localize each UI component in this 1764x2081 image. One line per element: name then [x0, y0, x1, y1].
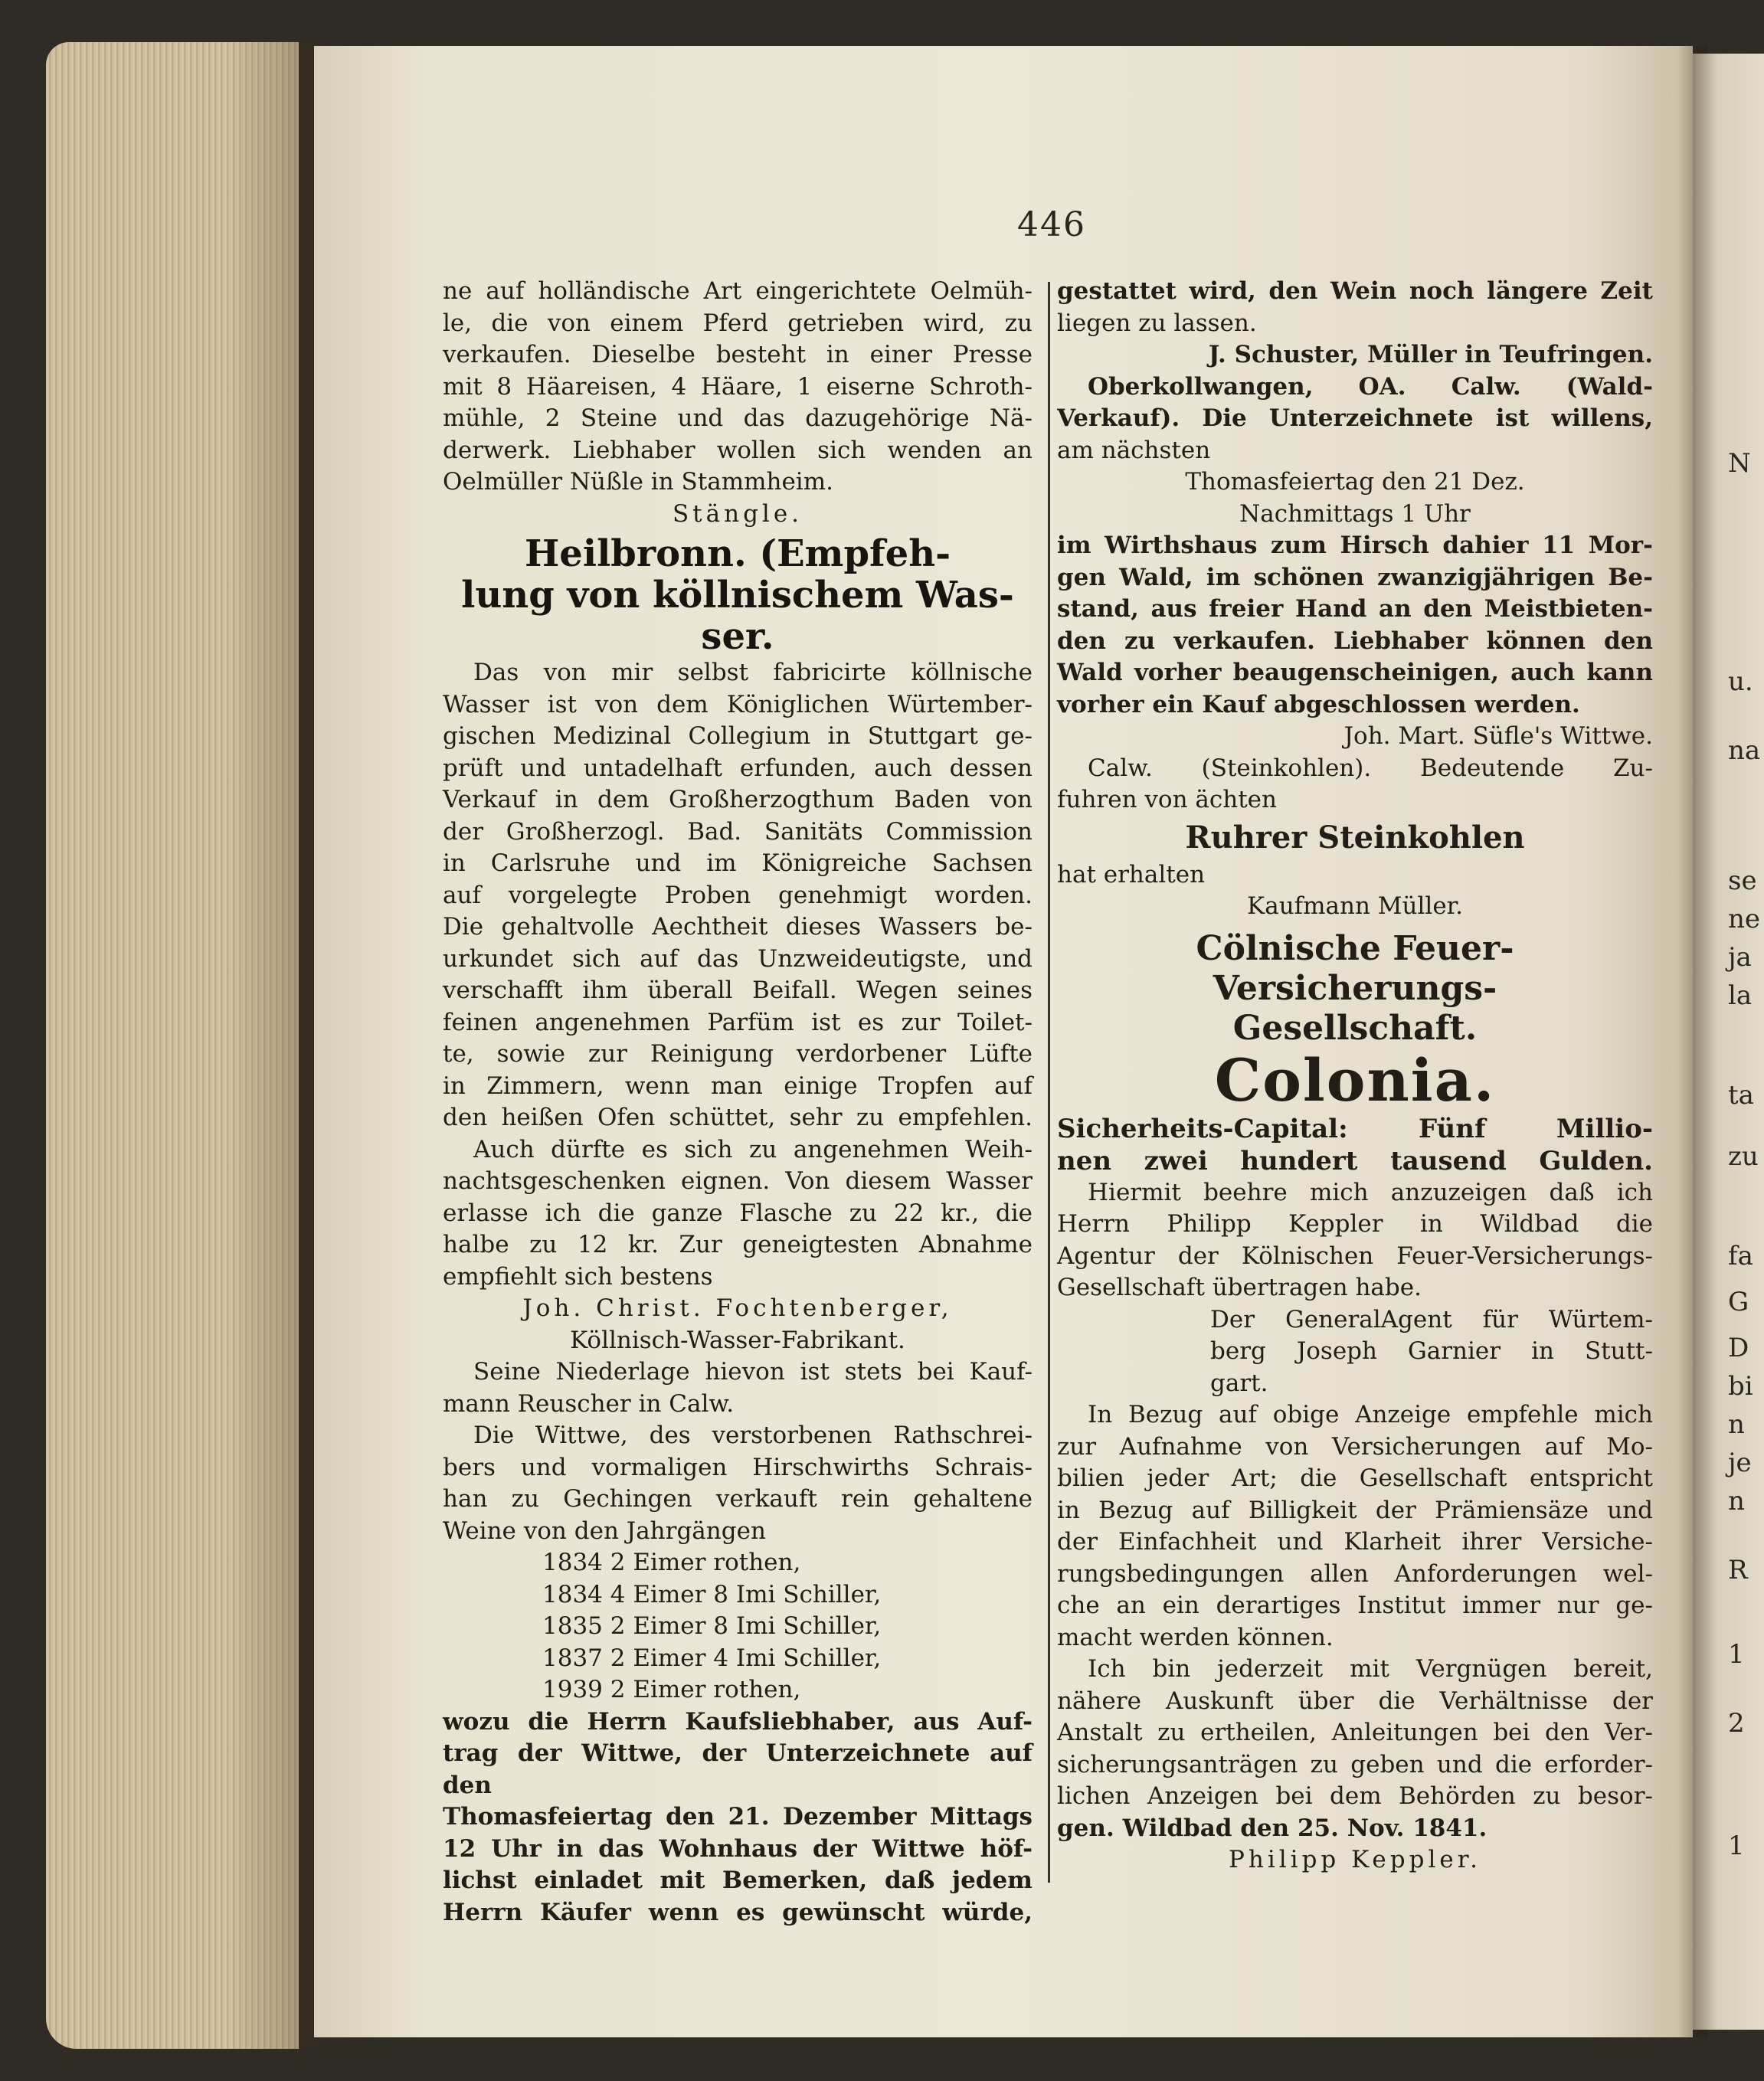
text-line: am nächsten [1057, 436, 1211, 464]
facing-page-fragment-text: G [1728, 1287, 1749, 1317]
facing-page-fragment-text: se [1728, 865, 1757, 896]
text-line: empfiehlt sich bestens [443, 1262, 713, 1291]
left-column [443, 276, 1033, 1929]
facing-page-fragment-text: na [1728, 735, 1761, 766]
ad-heading: lung von köllnischem Was- [461, 574, 1014, 617]
facing-page-fragment-text: bi [1728, 1371, 1753, 1402]
text-line: zur Aufnahme von Versicherungen auf Mo- [1057, 1432, 1653, 1461]
text-line: in Zimmern, wenn man einige Tropfen auf [443, 1072, 1033, 1100]
facing-page-fragment-text: zu [1728, 1141, 1759, 1172]
signature: Joh. Mart. Süfle's Wittwe. [1343, 722, 1653, 750]
facing-page-fragment-text: ta [1728, 1080, 1754, 1111]
wine-list-item: 1837 2 Eimer 4 Imi Schiller, [542, 1644, 882, 1672]
signature: Stängle. [672, 499, 803, 528]
text-line: Herrn Käufer wenn es gewünscht würde, [443, 1898, 1033, 1926]
facing-page-fragment-text: la [1728, 980, 1753, 1011]
text-line: verschafft ihm überall Beifall. Wegen seines [443, 977, 1033, 1004]
text-line: verkaufen. Dieselbe besteht in einer Presse [443, 341, 1033, 368]
facing-page-fragment-text: 1 [1728, 1639, 1745, 1670]
capital-line: nen zwei hundert tausend Gulden. [1057, 1145, 1653, 1176]
text-line: liegen zu lassen. [1057, 309, 1257, 337]
text-line: Verkauf in dem Großherzogthum Baden von [443, 786, 1033, 813]
text-line: Hiermit beehre mich anzuzeigen daß ich [1088, 1178, 1653, 1206]
facing-page-fragment-text: D [1728, 1333, 1749, 1363]
facing-page-fragment-text: 1 [1728, 1831, 1745, 1861]
text-line: le, die von einem Pferd getrieben wird, zu [443, 309, 1033, 337]
text-line: Die gehaltvolle Aechtheit dieses Wassers be- [443, 913, 1033, 941]
signature: Kaufmann Müller. [1247, 892, 1463, 920]
text-line: lichen Anzeigen bei dem Behörden zu besor- [1057, 1782, 1653, 1810]
text-line: den heißen Ofen schüttet, sehr zu empfehlen. [443, 1104, 1033, 1131]
facing-page-fragment-text: n [1728, 1486, 1745, 1517]
text-line: gestattet wird, den Wein noch längere Zeit [1057, 277, 1653, 305]
right-column [1057, 276, 1653, 1876]
text-line: wozu die Herrn Kaufsliebhaber, aus Auf- [443, 1707, 1033, 1736]
text-line: halbe zu 12 kr. Zur geneigtesten Abnahme [443, 1231, 1033, 1258]
text-line: rungsbedingungen allen Anforderungen wel- [1057, 1559, 1653, 1588]
text-line: der Großherzogl. Bad. Sanitäts Commission [443, 817, 1033, 846]
signature: J. Schuster, Müller in Teufringen. [1208, 341, 1653, 368]
text-line: erlasse ich die ganze Flasche zu 22 kr., die [443, 1199, 1033, 1227]
text-line: macht werden können. [1057, 1623, 1334, 1651]
text-line: Weine von den Jahrgängen [443, 1517, 766, 1545]
text-line: den zu verkaufen. Liebhaber können den [1057, 627, 1653, 655]
wine-list-item: 1834 2 Eimer rothen, [542, 1549, 801, 1576]
text-line: Thomasfeiertag den 21. Dezember Mittags [443, 1803, 1033, 1831]
text-line: Wasser ist von dem Königlichen Würtember- [443, 690, 1033, 718]
text-line: mann Reuscher in Calw. [443, 1389, 735, 1418]
agent-line: berg Joseph Garnier in Stutt- [1210, 1337, 1653, 1365]
text-line: feinen angenehmen Parfüm ist es zur Toilet- [443, 1008, 1033, 1036]
facing-page-fragment [1693, 54, 1764, 2030]
text-line: stand, aus freier Hand an den Meistbieten- [1057, 595, 1653, 623]
text-line: in Carlsruhe und im Königreiche Sachsen [443, 849, 1033, 877]
text-line: bers und vormaligen Hirschwirths Schrais- [443, 1453, 1033, 1481]
text-line: Calw. (Steinkohlen). Bedeutende Zu- [1088, 754, 1653, 782]
signature-title: Köllnisch-Wasser-Fabrikant. [570, 1326, 905, 1354]
text-line: mühle, 2 Steine und das dazugehörige Nä- [443, 404, 1033, 432]
text-line: Wald vorher beaugenscheinigen, auch kann [1057, 659, 1653, 686]
oil-mill-ad [443, 276, 1033, 530]
wine-list-item: 1835 2 Eimer 8 Imi Schiller, [542, 1612, 882, 1640]
capital-line: Sicherheits-Capital: Fünf Millio- [1057, 1113, 1653, 1144]
facing-page-fragment-text: ne [1728, 904, 1761, 934]
facing-page-fragment-text: N [1728, 448, 1751, 479]
text-line: in Bezug auf Billigkeit der Prämiensäze und [1057, 1496, 1653, 1524]
wine-list-item: 1834 4 Eimer 8 Imi Schiller, [542, 1580, 882, 1608]
page-number: 446 [1017, 205, 1086, 244]
text-line: che an ein derartiges Institut immer nur ge- [1057, 1592, 1653, 1619]
text-line: nachtsgeschenken eignen. Von diesem Wasser [443, 1167, 1033, 1195]
text-line: fuhren von ächten [1057, 786, 1277, 813]
text-line: vorher ein Kauf abgeschlossen werden. [1057, 690, 1580, 718]
text-line: gen Wald, im schönen zwanzigjährigen Be- [1057, 563, 1653, 591]
text-line: Seine Niederlage hievon ist stets bei Kauf- [473, 1358, 1033, 1386]
text-line: urkundet sich auf das Unzweideutigste, und [443, 944, 1033, 973]
text-line: hat erhalten [1057, 860, 1206, 888]
wine-list-item: 1939 2 Eimer rothen, [542, 1676, 801, 1703]
wine-sale-continuation [1057, 276, 1653, 371]
text-line: Herrn Philipp Keppler in Wildbad die [1057, 1210, 1653, 1238]
text-line: Agentur der Kölnischen Feuer-Versicherungs- [1057, 1242, 1653, 1270]
text-line: Oelmüller Nüßle in Stammheim. [443, 468, 833, 496]
text-line: In Bezug auf obige Anzeige empfehle mich [1088, 1401, 1653, 1428]
coal-heading: Ruhrer Steinkohlen [1185, 819, 1525, 856]
text-line: Oberkollwangen, OA. Calw. (Wald- [1088, 372, 1653, 401]
ad-heading: ser. [701, 615, 774, 658]
text-line: mit 8 Häareisen, 4 Häare, 1 eiserne Schroth- [443, 372, 1033, 401]
coal-ad [1057, 753, 1653, 923]
facing-page-fragment-text: u. [1728, 666, 1753, 697]
facing-page-fragment-text: ja [1728, 942, 1752, 973]
facing-page-fragment-text: 2 [1728, 1708, 1745, 1739]
text-line: trag der Wittwe, der Unterzeichnete auf den [443, 1739, 1033, 1799]
text-line: ne auf holländische Art eingerichtete Oelmüh- [443, 277, 1033, 305]
text-line: gen. Wildbad den 25. Nov. 1841. [1057, 1814, 1487, 1842]
forest-sale-ad [1057, 371, 1653, 753]
text-line: auf vorgelegte Proben genehmigt worden. [443, 881, 1033, 909]
text-line: der Einfachheit und Klarheit ihrer Versiche- [1057, 1528, 1653, 1556]
ad-heading: Heilbronn. (Empfeh- [524, 532, 951, 575]
cologne-water-ad [443, 533, 1033, 1420]
time-line: Nachmittags 1 Uhr [1239, 499, 1471, 528]
text-line: 12 Uhr in das Wohnhaus der Wittwe höf- [443, 1834, 1033, 1863]
column-divider [1048, 282, 1050, 1883]
wine-sale-ad [443, 1420, 1033, 1929]
text-line: Auch dürfte es sich zu angenehmen Weih- [473, 1135, 1033, 1163]
colonia-heading: Colonia. [1214, 1045, 1496, 1114]
agent-line: gart. [1210, 1369, 1268, 1397]
text-line: im Wirthshaus zum Hirsch dahier 11 Mor- [1057, 532, 1653, 559]
text-line: nähere Auskunft über die Verhältnisse der [1057, 1687, 1653, 1715]
facing-page-fragment-text: je [1728, 1448, 1752, 1478]
signature: Joh. Christ. Fochtenberger, [522, 1294, 953, 1322]
binding-shadow [230, 42, 322, 2049]
insurance-heading: Gesellschaft. [1232, 1008, 1478, 1048]
date-line: Thomasfeiertag den 21 Dez. [1185, 468, 1525, 496]
text-line: han zu Gechingen verkauft rein gehaltene [443, 1485, 1033, 1513]
agent-line: Der GeneralAgent für Würtem- [1210, 1305, 1653, 1333]
facing-page-fragment-text: n [1728, 1409, 1745, 1440]
text-line: Verkauf). Die Unterzeichnete ist willens, [1057, 404, 1653, 432]
text-line: Das von mir selbst fabricirte köllnische [473, 659, 1033, 686]
text-line: sicherungsanträgen zu geben und die erforder- [1057, 1750, 1653, 1778]
text-line: Ich bin jederzeit mit Vergnügen bereit, [1088, 1655, 1653, 1683]
text-line: lichst einladet mit Bemerken, daß jedem [443, 1867, 1033, 1894]
signature: Philipp Keppler. [1229, 1846, 1481, 1873]
text-line: derwerk. Liebhaber wollen sich wenden an [443, 436, 1033, 464]
text-line: gischen Medizinal Collegium in Stuttgart ge- [443, 722, 1033, 750]
text-line: te, sowie zur Reinigung verdorbener Lüfte [443, 1040, 1033, 1068]
text-line: Die Wittwe, des verstorbenen Rathschrei- [473, 1422, 1033, 1449]
facing-page-fragment-text: R [1728, 1555, 1748, 1585]
facing-page-fragment-text: fa [1728, 1241, 1753, 1271]
text-line: bilien jeder Art; die Gesellschaft entspricht [1057, 1464, 1653, 1492]
text-line: prüft und untadelhaft erfunden, auch dessen [443, 754, 1033, 782]
text-line: Anstalt zu ertheilen, Anleitungen bei den Ver- [1057, 1719, 1653, 1746]
text-line: Gesellschaft übertragen habe. [1057, 1274, 1422, 1301]
insurance-heading: Cölnische Feuer-Versicherungs- [1196, 928, 1514, 1008]
insurance-ad [1057, 929, 1653, 1876]
